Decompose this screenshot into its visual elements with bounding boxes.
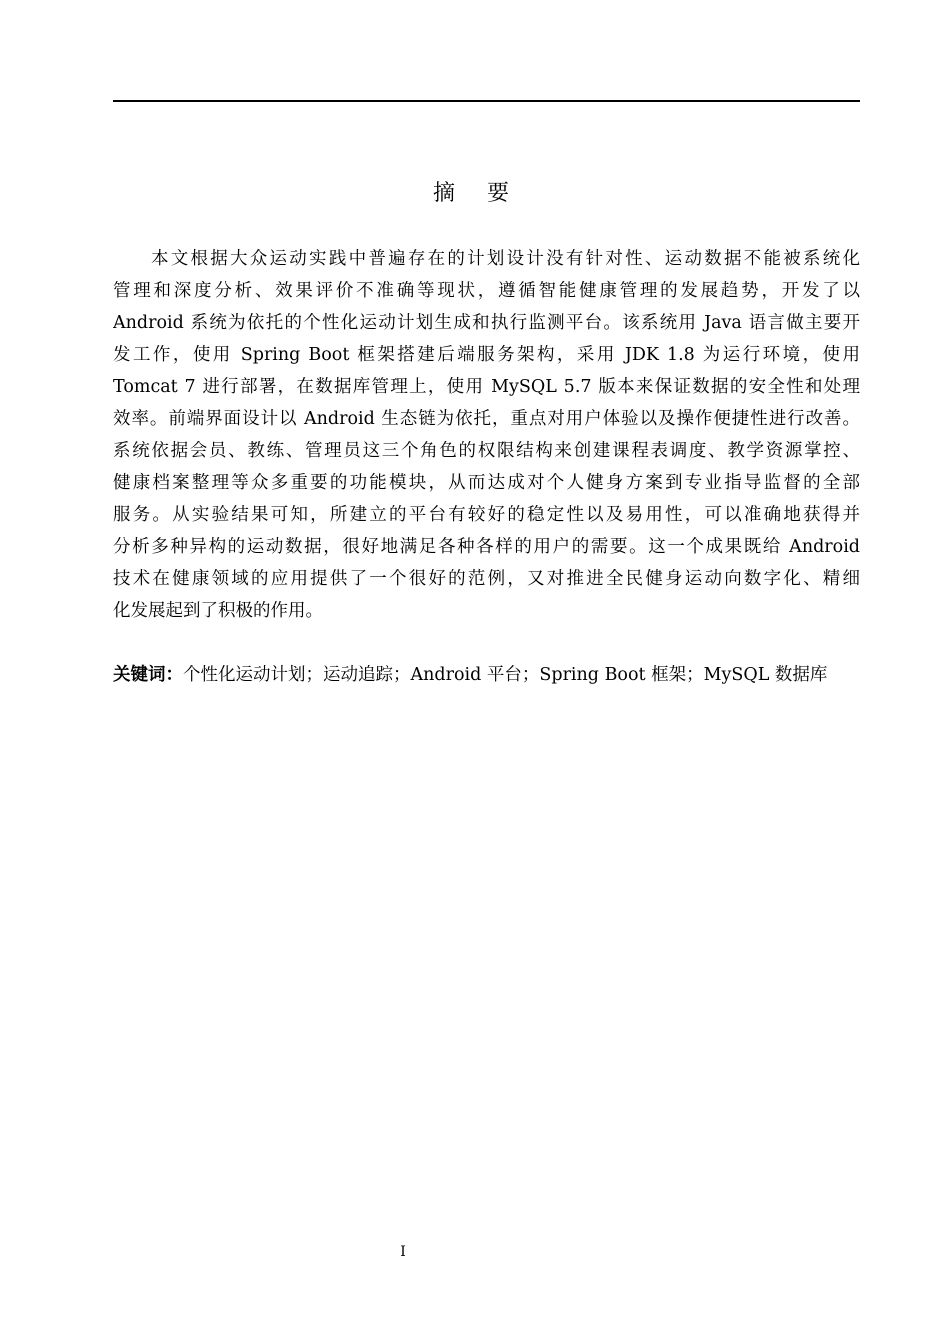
abstract-line-11: 技术在健康领域的应用提供了一个很好的范例，又对推进全民健身运动向数字化、精细 [113,569,860,589]
abstract-line-1: 本文根据大众运动实践中普遍存在的计划设计没有针对性、运动数据不能被系统化 [151,249,860,269]
abstract-line-2: 管理和深度分析、效果评价不准确等现状，遵循智能健康管理的发展趋势，开发了以 [113,281,860,301]
abstract-line-5: Tomcat 7 进行部署，在数据库管理上，使用 MySQL 5.7 版本来保证数据的安全性和处理 [113,377,860,397]
page-number: I [400,1244,406,1260]
keywords-label: 关键词： [113,665,183,685]
abstract-line-9: 服务。从实验结果可知，所建立的平台有较好的稳定性以及易用性，可以准确地获得并 [113,505,860,525]
keywords [113,662,860,688]
keywords-text: 个性化运动计划；运动追踪；Android 平台；Spring Boot 框架；MySQL 数据库 [183,665,828,685]
abstract-body [113,246,860,630]
abstract-line-6: 效率。前端界面设计以 Android 生态链为依托，重点对用户体验以及操作便捷性进行改善。 [113,409,860,429]
abstract-title: 摘要 [432,181,541,206]
abstract-line-7: 系统依据会员、教练、管理员这三个角色的权限结构来创建课程表调度、教学资源掌控、 [113,441,860,461]
abstract-line-3: Android 系统为依托的个性化运动计划生成和执行监测平台。该系统用 Java 语言做主要开 [113,313,860,333]
abstract-line-8: 健康档案整理等众多重要的功能模块，从而达成对个人健身方案到专业指导监督的全部 [113,473,860,493]
abstract-line-12: 化发展起到了积极的作用。 [113,601,323,621]
abstract-line-4: 发工作，使用 Spring Boot 框架搭建后端服务架构，采用 JDK 1.8 为运行环境，使用 [113,345,860,365]
header-rule [113,100,860,102]
abstract-line-10: 分析多种异构的运动数据，很好地满足各种各样的用户的需要。这一个成果既给 Android [113,537,860,557]
